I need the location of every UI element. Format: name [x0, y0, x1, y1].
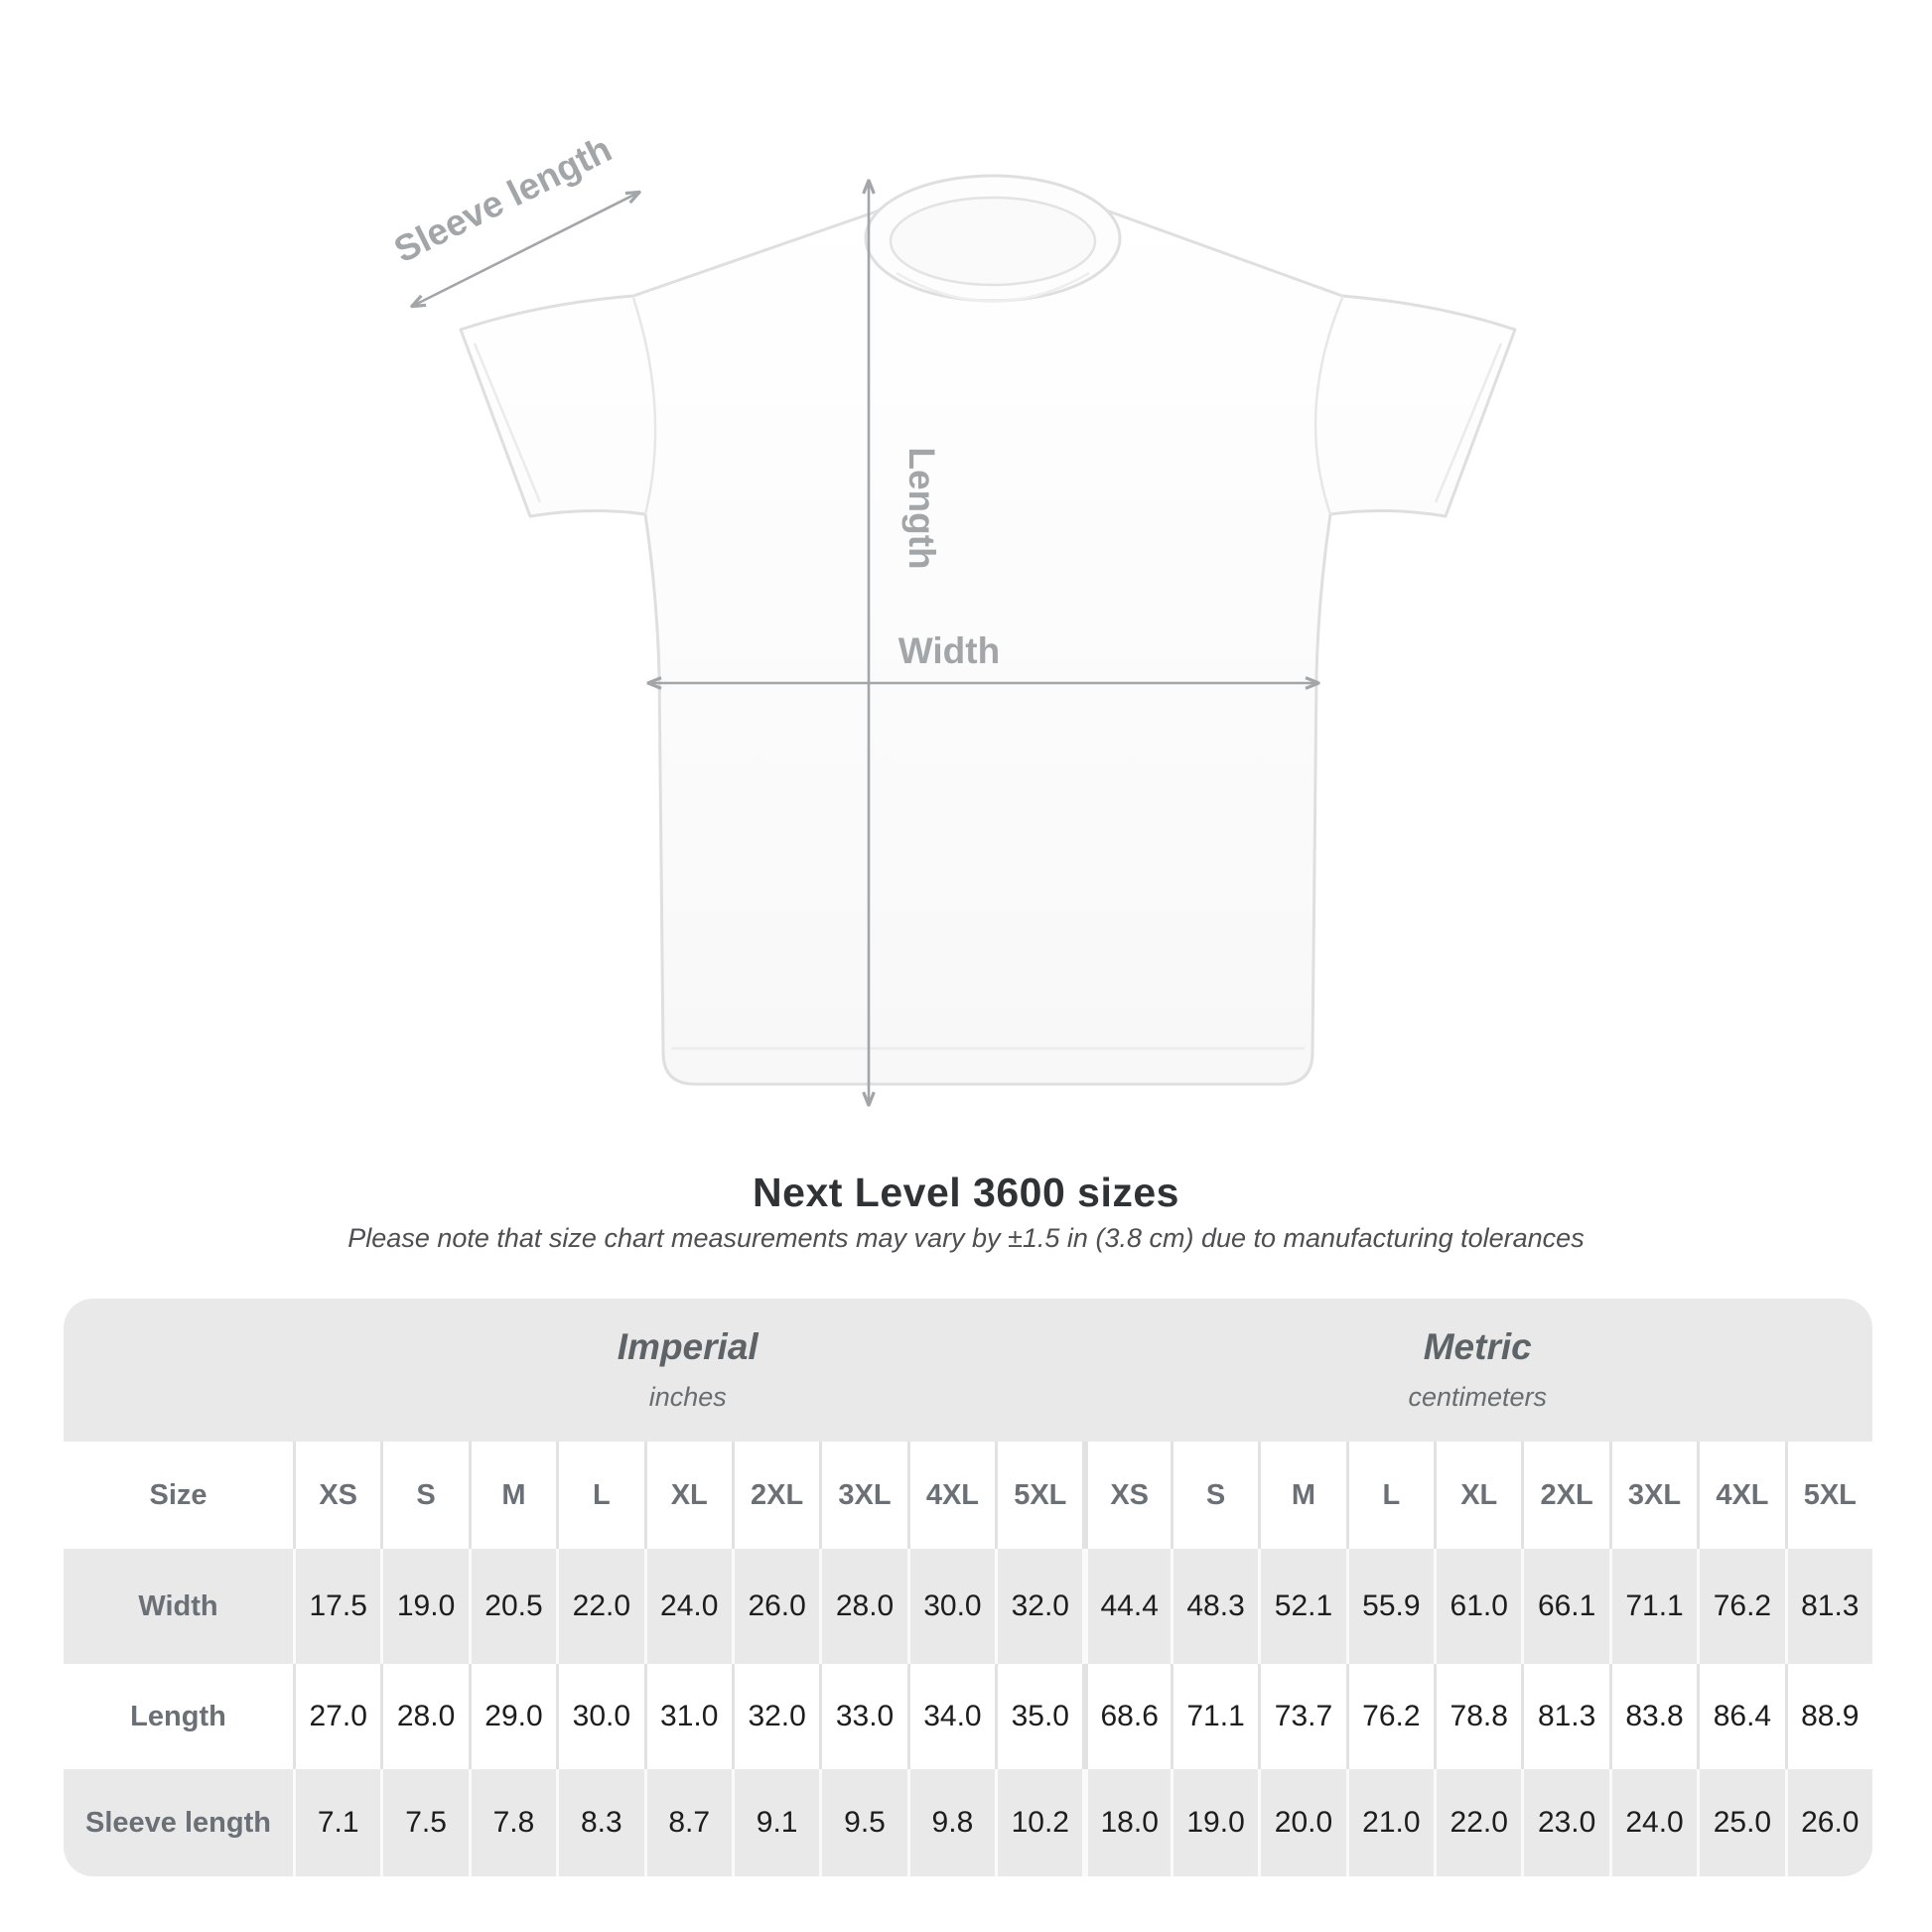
- imperial-section-header: [293, 1299, 1082, 1442]
- table-cell: 28.0: [819, 1549, 906, 1664]
- size-col-header: XL: [644, 1442, 732, 1549]
- table-cell: 30.0: [556, 1664, 643, 1769]
- table-cell: 21.0: [1346, 1769, 1434, 1876]
- table-cell: 31.0: [644, 1664, 732, 1769]
- table-cell: 52.1: [1258, 1549, 1345, 1664]
- size-col-header: 3XL: [819, 1442, 906, 1549]
- row-label-width: Width: [64, 1549, 293, 1664]
- sleeve-length-label: Sleeve length: [387, 128, 619, 271]
- table-cell: 33.0: [819, 1664, 906, 1769]
- table-cell: 7.8: [469, 1769, 556, 1876]
- table-cell: 17.5: [293, 1549, 380, 1664]
- table-cell: 76.2: [1697, 1549, 1784, 1664]
- table-cell: 76.2: [1346, 1664, 1434, 1769]
- table-cell: 81.3: [1785, 1549, 1872, 1664]
- table-cell: 20.0: [1258, 1769, 1345, 1876]
- size-col-header: XL: [1434, 1442, 1521, 1549]
- table-cell: 78.8: [1434, 1664, 1521, 1769]
- table-cell: 10.2: [995, 1769, 1082, 1876]
- table-corner: [64, 1299, 293, 1442]
- metric-unit: centimeters: [1408, 1382, 1548, 1412]
- table-cell: 22.0: [556, 1549, 643, 1664]
- table-cell: 71.1: [1609, 1549, 1697, 1664]
- length-label: Length: [901, 447, 942, 570]
- size-col-header: XS: [1082, 1442, 1170, 1549]
- table-cell: 34.0: [907, 1664, 995, 1769]
- table-cell: 26.0: [732, 1549, 819, 1664]
- table-cell: 29.0: [469, 1664, 556, 1769]
- table-cell: 86.4: [1697, 1664, 1784, 1769]
- table-cell: 44.4: [1082, 1549, 1170, 1664]
- table-cell: 26.0: [1785, 1769, 1872, 1876]
- table-cell: 71.1: [1171, 1664, 1258, 1769]
- size-col-header: L: [556, 1442, 643, 1549]
- imperial-title: Imperial: [617, 1326, 759, 1367]
- table-cell: 61.0: [1434, 1549, 1521, 1664]
- table-cell: 24.0: [1609, 1769, 1697, 1876]
- size-col-header: 5XL: [995, 1442, 1082, 1549]
- table-cell: 68.6: [1082, 1664, 1170, 1769]
- table-cell: 23.0: [1521, 1769, 1608, 1876]
- table-cell: 19.0: [1171, 1769, 1258, 1876]
- table-cell: 19.0: [380, 1549, 468, 1664]
- size-col-header: 2XL: [732, 1442, 819, 1549]
- table-cell: 32.0: [732, 1664, 819, 1769]
- table-cell: 73.7: [1258, 1664, 1345, 1769]
- table-cell: 32.0: [995, 1549, 1082, 1664]
- table-cell: 55.9: [1346, 1549, 1434, 1664]
- table-cell: 25.0: [1697, 1769, 1784, 1876]
- size-col-header: XS: [293, 1442, 380, 1549]
- table-cell: 8.7: [644, 1769, 732, 1876]
- page-title: Next Level 3600 sizes: [753, 1170, 1179, 1215]
- size-col-header: M: [469, 1442, 556, 1549]
- row-label-length: Length: [64, 1664, 293, 1769]
- metric-title: Metric: [1423, 1326, 1532, 1367]
- table-cell: 8.3: [556, 1769, 643, 1876]
- table-cell: 22.0: [1434, 1769, 1521, 1876]
- width-label: Width: [897, 630, 1001, 671]
- table-cell: 9.1: [732, 1769, 819, 1876]
- size-col-header: L: [1346, 1442, 1434, 1549]
- table-cell: 88.9: [1785, 1664, 1872, 1769]
- size-table: [64, 1299, 1872, 1876]
- table-cell: 28.0: [380, 1664, 468, 1769]
- table-cell: 7.5: [380, 1769, 468, 1876]
- size-col-header: 4XL: [907, 1442, 995, 1549]
- size-col-header: 5XL: [1785, 1442, 1872, 1549]
- collar-inner: [891, 198, 1095, 285]
- table-cell: 48.3: [1171, 1549, 1258, 1664]
- table-cell: 66.1: [1521, 1549, 1608, 1664]
- table-cell: 9.5: [819, 1769, 906, 1876]
- table-cell: 24.0: [644, 1549, 732, 1664]
- imperial-unit: inches: [648, 1382, 727, 1412]
- table-cell: 27.0: [293, 1664, 380, 1769]
- row-label-sleeve-length: Sleeve length: [64, 1769, 293, 1876]
- table-cell: 20.5: [469, 1549, 556, 1664]
- table-cell: 18.0: [1082, 1769, 1170, 1876]
- size-col-header: 2XL: [1521, 1442, 1608, 1549]
- table-cell: 35.0: [995, 1664, 1082, 1769]
- table-cell: 9.8: [907, 1769, 995, 1876]
- size-col-header: S: [380, 1442, 468, 1549]
- size-col-header: 4XL: [1697, 1442, 1784, 1549]
- table-cell: 81.3: [1521, 1664, 1608, 1769]
- table-cell: 7.1: [293, 1769, 380, 1876]
- table-cell: 30.0: [907, 1549, 995, 1664]
- metric-section-header: [1082, 1299, 1872, 1442]
- row-label-size: Size: [64, 1442, 293, 1549]
- size-col-header: M: [1258, 1442, 1345, 1549]
- table-cell: 83.8: [1609, 1664, 1697, 1769]
- size-col-header: S: [1171, 1442, 1258, 1549]
- size-col-header: 3XL: [1609, 1442, 1697, 1549]
- tolerance-note: Please note that size chart measurements may vary by ±1.5 in (3.8 cm) due to manufacturing tolerances: [347, 1223, 1585, 1253]
